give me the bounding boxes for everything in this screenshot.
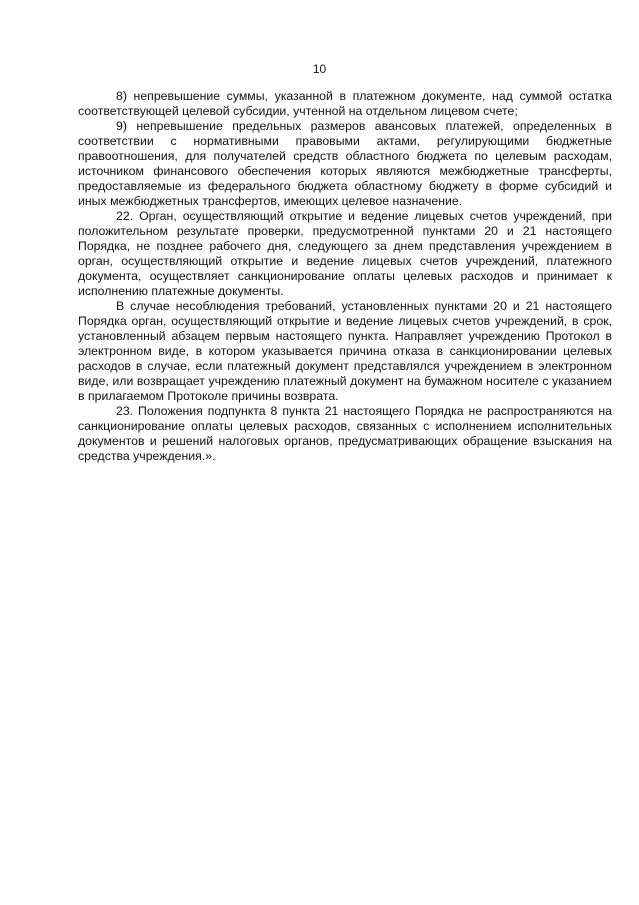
paragraph-item-9: 9) непревышение предельных размеров авансовых платежей, определенных в соответствии с нормативными правовыми актами, регулирующими бюджетные правоотношения, для получателей средств областного бюджета по целевым расходам, источником финансового обеспечения которых являются межбюджетные трансферты, предоставляемые из федерального бюджета областному бюджету в форме субсидий и иных межбюджетных трансфертов, имеющих целевое назначение. (78, 119, 612, 208)
paragraph-item-8: 8) непревышение суммы, указанной в платежном документе, над суммой остатка соответствующей целевой субсидии, учтенной на отдельном лицевом счете; (78, 89, 612, 118)
document-body (78, 89, 612, 464)
page-number: 10 (312, 62, 327, 76)
paragraph-clause-22: 22. Орган, осуществляющий открытие и ведение лицевых счетов учреждений, при положительном результате проверки, предусмотренной пунктами 20 и 21 настоящего Порядка, не позднее рабочего дня, следующего за днем представления учреждением в орган, осуществляющий открытие и ведение лицевых счетов учреждений, платежного документа, осуществляет санкционирование оплаты целевых расходов и принимает к исполнению платежные документы. (78, 209, 612, 298)
paragraph-clause-22-refusal: В случае несоблюдения требований, установленных пунктами 20 и 21 настоящего Порядка орган, осуществляющий открытие и ведение лицевых счетов учреждений, в срок, установленный абзацем первым настоящего пункта. Направляет учреждению Протокол в электронном виде, в котором указывается причина отказа в санкционировании целевых расходов в случае, если платежный документ представлялся учреждением в электронном виде, или возвращает учреждению платежный документ на бумажном носителе с указанием в прилагаемом Протоколе причины возврата. (78, 299, 612, 403)
paragraph-clause-23: 23. Положения подпункта 8 пункта 21 настоящего Порядка не распространяются на санкционирование оплаты целевых расходов, связанных с исполнением исполнительных документов и решений налоговых органов, предусматривающих обращение взыскания на средства учреждения.». (78, 404, 612, 463)
